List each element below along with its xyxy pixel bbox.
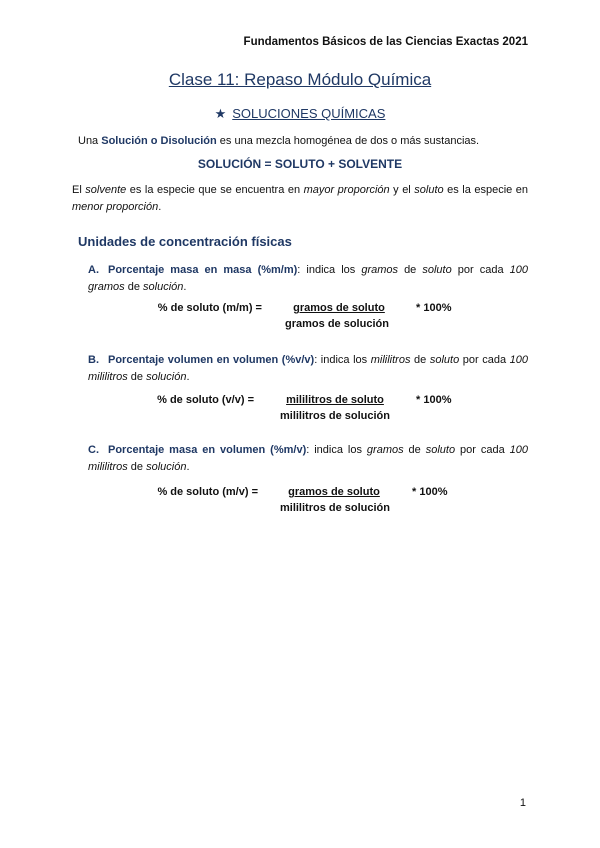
document-header: Fundamentos Básicos de las Ciencias Exactas 2021 — [243, 36, 528, 48]
definition-pre: Una — [78, 135, 102, 147]
item-text: . — [183, 281, 187, 293]
item-italic: soluto — [425, 444, 456, 456]
item-text: de — [410, 354, 430, 366]
explanation-soluto: soluto — [414, 184, 444, 196]
formula-numerator: gramos de soluto — [293, 302, 385, 314]
item-letter: B. — [88, 354, 99, 366]
formula-denominator: gramos de solución — [285, 318, 389, 330]
formula-rhs: * 100% — [412, 486, 448, 498]
item-text: por cada — [459, 354, 510, 366]
definition-post: es una mezcla homogénea de dos o más sustancias. — [216, 135, 480, 147]
explanation-menor: menor proporción — [72, 201, 159, 213]
item-text: por cada — [451, 264, 510, 276]
item-text: : indica los — [314, 354, 371, 366]
section-heading: Unidades de concentración físicas — [78, 234, 292, 249]
item-text: por cada — [455, 444, 510, 456]
item-text: de — [398, 264, 423, 276]
item-italic: solución — [146, 461, 187, 473]
page-title: Clase 11: Repaso Módulo Química — [168, 70, 432, 89]
formula-lhs: % de soluto (m/v) = — [157, 486, 258, 498]
explanation-solvente: solvente — [85, 184, 127, 196]
item-name: Porcentaje volumen en volumen (%v/v) — [108, 354, 315, 366]
star-icon: ★ — [214, 106, 227, 121]
definition-paragraph — [78, 133, 538, 150]
subtitle-text: SOLUCIONES QUÍMICAS — [232, 106, 386, 121]
explanation-part: El — [72, 184, 86, 196]
item-italic: 100 gramos — [88, 264, 528, 293]
item-text: de — [127, 461, 147, 473]
list-item-b — [88, 352, 528, 386]
formula-denominator: mililitros de solución — [279, 502, 391, 514]
explanation-part: es la especie en — [443, 184, 529, 196]
formula-rhs: * 100% — [416, 394, 452, 406]
item-name: Porcentaje masa en volumen (%m/v) — [108, 444, 307, 456]
item-italic: solución — [146, 371, 187, 383]
item-text: de — [127, 371, 147, 383]
formula-numerator: gramos de soluto — [288, 486, 380, 498]
list-item-c — [88, 442, 528, 476]
explanation-part: es la especie que se encuentra en — [126, 184, 304, 196]
list-item-a — [88, 262, 528, 296]
item-italic: soluto — [429, 354, 460, 366]
item-italic: mililitros — [370, 354, 411, 366]
explanation-part: y el — [389, 184, 415, 196]
formula-lhs: % de soluto (v/v) = — [157, 394, 254, 406]
item-italic: solución — [143, 281, 184, 293]
formula-rhs: * 100% — [416, 302, 452, 314]
section-subtitle — [0, 106, 600, 122]
page-number: 1 — [519, 797, 526, 809]
item-text: . — [186, 461, 190, 473]
formula-denominator: mililitros de solución — [279, 410, 391, 422]
item-italic: soluto — [422, 264, 452, 276]
item-italic: 100 mililitros — [88, 444, 528, 473]
item-text: de — [124, 281, 144, 293]
item-text: : indica los — [306, 444, 367, 456]
explanation-mayor: mayor proporción — [303, 184, 390, 196]
item-letter: A. — [88, 264, 99, 276]
item-text: . — [186, 371, 190, 383]
formula-numerator: mililitros de soluto — [286, 394, 384, 406]
explanation-part: . — [158, 201, 162, 213]
definition-highlight: Solución o Disolución — [101, 135, 217, 147]
item-italic: gramos — [366, 444, 404, 456]
main-formula: SOLUCIÓN = SOLUTO + SOLVENTE — [197, 157, 403, 171]
item-name: Porcentaje masa en masa (%m/m) — [108, 264, 298, 276]
formula-lhs: % de soluto (m/m) = — [157, 302, 262, 314]
item-letter: C. — [88, 444, 99, 456]
explanation-paragraph — [72, 182, 528, 216]
item-italic: 100 mililitros — [88, 354, 528, 383]
item-text: de — [403, 444, 426, 456]
item-italic: gramos — [361, 264, 399, 276]
item-text: : indica los — [297, 264, 362, 276]
